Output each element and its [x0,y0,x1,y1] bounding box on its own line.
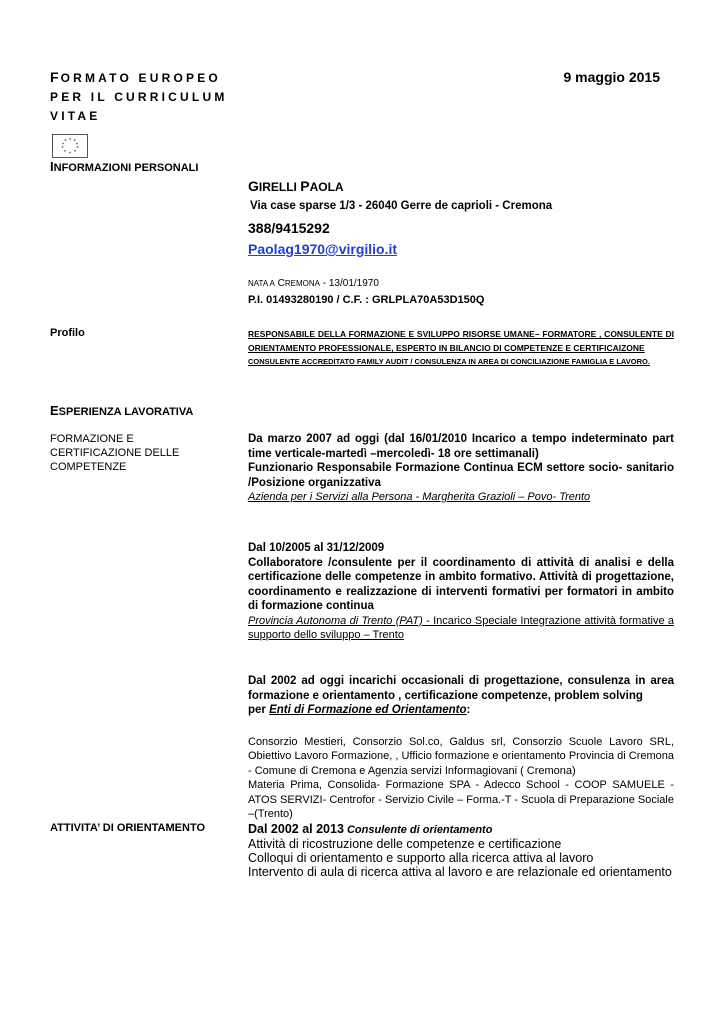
orientation-item: Intervento di aula di ricerca attiva al lavoro e are relazionale ed orientamento [248,865,672,879]
job3-period: Dal 2002 ad oggi incarichi occasionali di progettazione, consulenza in area formazione e orientamento , certificazione competenze, problem solving [248,675,674,702]
job3-per-entity: Enti di Formazione ed Orientamento [269,704,467,716]
job-1 [248,432,674,505]
born-date: - 13/01/1970 [319,278,379,289]
heading-rest: NFORMAZIONI PERSONALI [53,162,199,174]
title-line3: VITAE [50,109,101,123]
job1-role: Funzionario Responsabile Formazione Continua ECM settore socio- sanitario /Posizione organizzativa [248,462,674,489]
birth-info [248,278,379,289]
job2-role: Collaboratore /consulente per il coordinamento di attività di analisi e della certificazione delle competenze in ambito formativo. Attività di progettazione, coordinamento e realizzazione di interventi formativi per formatori in ambito di formazione continua [248,556,674,612]
profile-line2: CONSULENTE ACCREDITATO FAMILY AUDIT / CONSULENZA IN AREA DI CONCILIAZIONE FAMIGLIA E LAVORO. [248,357,650,366]
heading-initial: I [50,159,54,174]
document-title [50,68,228,126]
orientation-item: Attività di ricostruzione delle competenze e certificazione [248,837,562,851]
orientation-block [248,822,678,879]
experience-heading [50,403,193,418]
job2-employer-detail: - Incarico Speciale Integrazione attività formative a supporto dello sviluppo – Trento [248,614,674,641]
profile-line1: RESPONSABILE DELLA FORMAZIONE E SVILUPPO RISORSE UMANE– FORMATORE , CONSULENTE DI ORIENTAMENTO PROFESSIONALE, ESPERTO IN BILANCIO DI COMPETENZE E CERTIFICAIZONE [248,329,674,353]
profile-text [248,327,674,369]
firstname-rest: AOLA [309,180,344,194]
address: Via case sparse 1/3 - 26040 Gerre de caprioli - Cremona [250,200,553,212]
job1-period: Da marzo 2007 ad oggi (dal 16/01/2010 Incarico a tempo indeterminato part time verticale-martedì –mercoledì- 18 ore settimanali) [248,433,674,460]
orientation-period: Dal 2002 al 2013 [248,822,344,836]
orientation-item: Colloqui di orientamento e supporto alla ricerca attiva al lavoro [248,851,594,865]
born-city-rest: REMONA [284,279,320,288]
job3-clients1: Consorzio Mestieri, Consorzio Sol.co, Galdus srl, Consorzio Scuole Lavoro SRL, Obiettivo Lavoro Formazione, , Ufficio formazione e orientamento Provincia di Cremona - Comune di Cremona e Agenzia servizi Informagiovani ( Cremona) [248,735,674,777]
title-line1: ORMATO EUROPEO [60,71,221,85]
title-initial: F [50,69,61,85]
tax-codes: P.I. 01493280190 / C.F. : GRLPLA70A53D150Q [248,294,485,306]
heading-rest: SPERIENZA LAVORATIVA [58,406,194,418]
firstname-initial: P [300,178,310,194]
eu-flag-logo [52,134,88,158]
orientation-role: Consulente di orientamento [343,824,493,836]
surname-initial: G [248,178,259,194]
email-link[interactable]: Paolag1970@virgilio.it [248,241,398,257]
person-name [248,178,344,194]
job-3 [248,674,674,822]
born-city-initial: C [277,278,285,289]
profile-label: Profilo [50,327,85,339]
born-prefix: NATA A [248,279,275,288]
phone-number: 388/9415292 [248,220,330,236]
document-date: 9 maggio 2015 [563,69,660,85]
orientation-label: ATTIVITA’ DI ORIENTAMENTO [50,822,206,834]
personal-info-heading [50,159,198,174]
job3-per-prefix: per [248,704,270,716]
job2-employer: Provincia Autonoma di Trento (PAT) [248,614,423,627]
area-label: FORMAZIONE E CERTIFICAZIONE DELLE COMPETENZE [50,433,180,473]
job-2 [248,541,674,643]
job3-clients2: Materia Prima, Consolida- Formazione SPA - Adecco School - COOP SAMUELE - ATOS SERVIZI- Centrofor - Servizio Civile – Forma.-T - Scuola di Preparazione Sociale –(Trento) [248,779,674,820]
title-line2: PER IL CURRICULUM [50,90,228,104]
job3-per-suffix: : [466,704,471,716]
job1-employer: Azienda per i Servizi alla Persona - Margherita Grazioli – Povo- Trento [248,491,591,503]
surname-rest: IRELLI [258,180,297,194]
heading-initial: E [50,403,59,418]
job2-period: Dal 10/2005 al 31/12/2009 [248,542,385,554]
